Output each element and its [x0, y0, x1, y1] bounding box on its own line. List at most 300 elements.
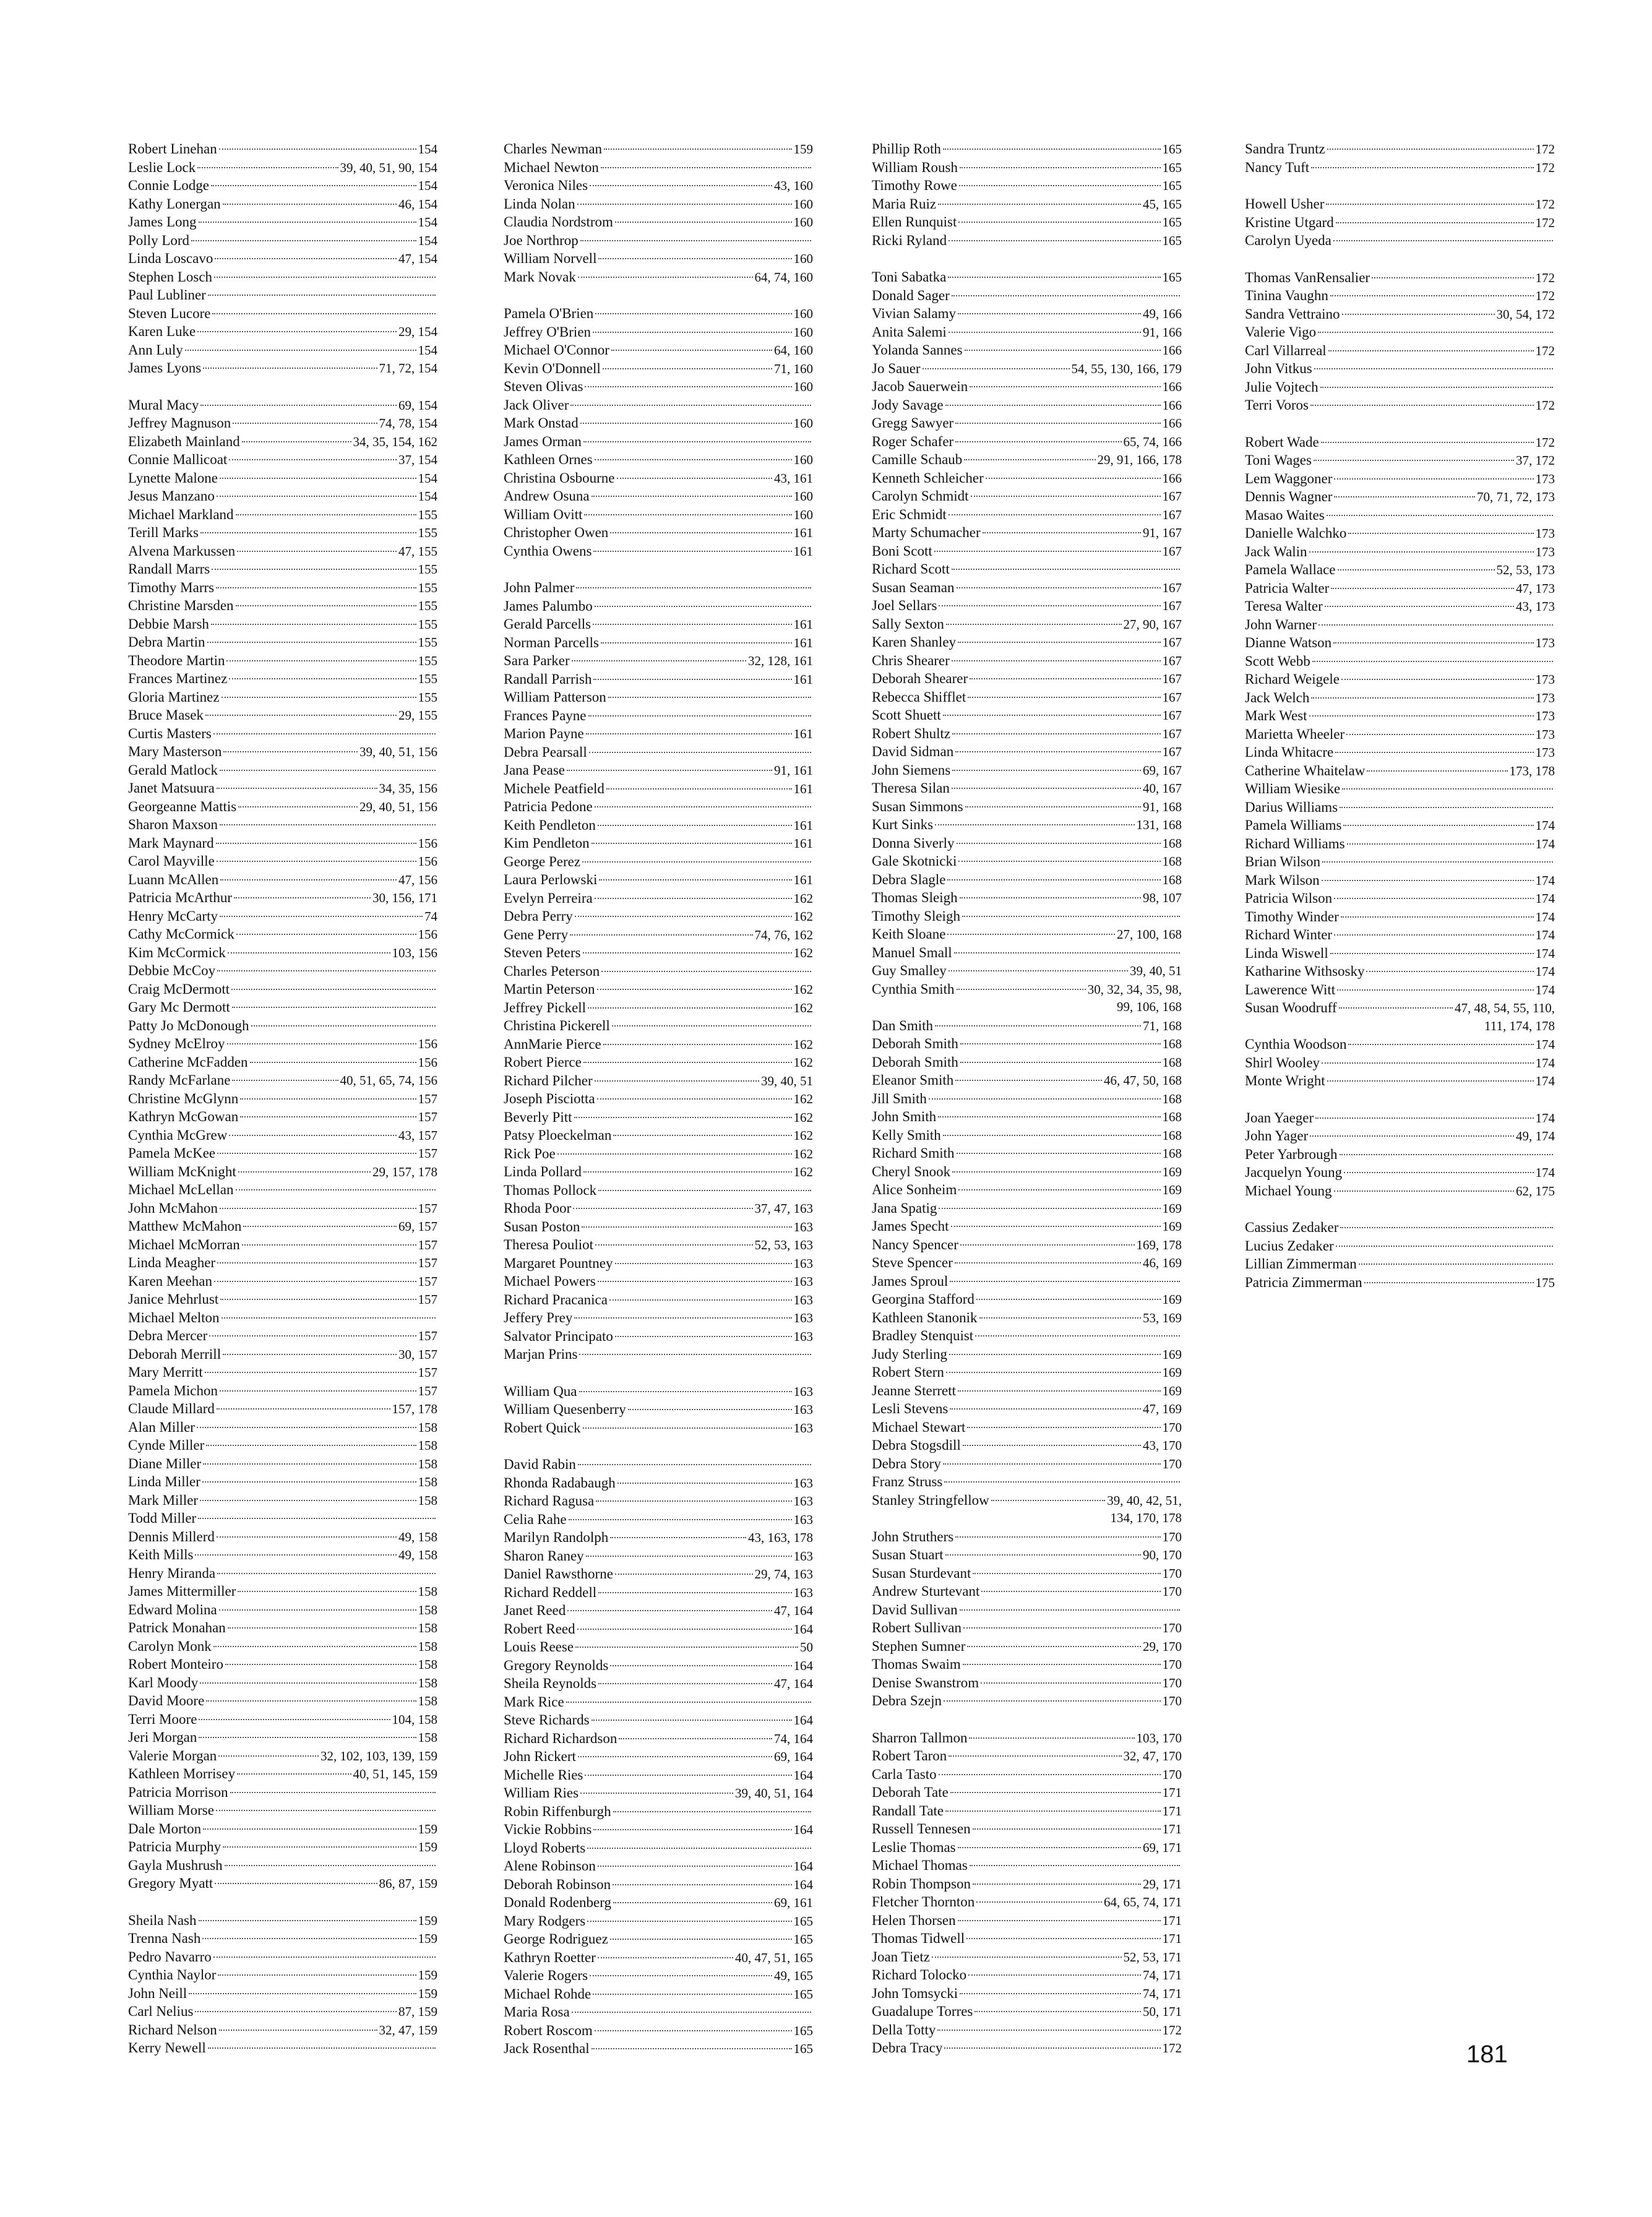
entry-pages: 173	[1535, 635, 1555, 650]
entry-name: Yolanda Sannes	[872, 342, 963, 358]
entry-name: Donna Siverly	[872, 835, 955, 851]
index-entry	[872, 688, 1182, 707]
entry-name: Terill Marks	[128, 525, 199, 540]
dot-leader	[601, 642, 792, 644]
index-entry	[128, 980, 437, 999]
index-entry	[504, 1948, 813, 1967]
entry-pages: 162	[793, 1000, 813, 1015]
index-entry	[872, 669, 1182, 688]
dot-leader	[613, 1884, 791, 1885]
entry-pages: 158	[418, 1621, 437, 1635]
dot-leader	[578, 1464, 811, 1465]
index-entry	[872, 1345, 1182, 1364]
entry-pages: 168	[1162, 872, 1182, 887]
dot-leader	[217, 970, 436, 971]
entry-name: Eleanor Smith	[872, 1072, 954, 1088]
entry-name: Patricia Walter	[1245, 580, 1330, 596]
entry-pages: 169	[1162, 1365, 1182, 1380]
entry-name: John McMahon	[128, 1200, 218, 1216]
entry-name: Daniel Rawsthorne	[504, 1566, 613, 1582]
entry-name: Fletcher Thornton	[872, 1894, 975, 1909]
entry-pages: 40, 167	[1143, 781, 1182, 796]
entry-pages: 174	[1535, 1055, 1555, 1070]
dot-leader	[583, 1427, 792, 1429]
dot-leader	[958, 1847, 1141, 1848]
entry-name: Guadalupe Torres	[872, 2004, 973, 2019]
dot-leader	[957, 587, 1161, 588]
entry-name: Georgina Stafford	[872, 1291, 974, 1307]
dot-leader	[950, 1281, 1180, 1282]
dot-leader	[968, 1974, 1141, 1976]
entry-name: Toni Sabatka	[872, 269, 947, 285]
entry-pages: 74, 76, 162	[754, 927, 813, 942]
dot-leader	[937, 2030, 1160, 2031]
index-entry	[872, 560, 1182, 579]
index-entry	[128, 669, 437, 688]
entry-name: Alice Sonheim	[872, 1182, 957, 1197]
entry-name: Cynthia Naylor	[128, 1967, 217, 1982]
index-entry	[128, 706, 437, 725]
entry-pages: 163	[793, 1219, 813, 1234]
entry-pages: 163	[793, 1402, 813, 1417]
dot-leader	[199, 1719, 390, 1720]
dot-leader	[240, 1116, 416, 1117]
entry-name: Susan Stuart	[872, 1547, 944, 1562]
dot-leader	[1312, 661, 1553, 662]
entry-pages: 49, 165	[774, 1968, 813, 1983]
entry-name: Terri Voros	[1245, 397, 1309, 413]
entry-name: Timothy Winder	[1245, 908, 1339, 924]
entry-pages: 167	[1162, 598, 1182, 613]
index-entry	[504, 1090, 813, 1108]
entry-name: Michael Young	[1245, 1182, 1332, 1199]
entry-pages: 169	[1162, 1292, 1182, 1307]
entry-name: Paul Lubliner	[128, 287, 206, 303]
entry-name: Susan Seaman	[872, 579, 955, 595]
index-entry	[128, 523, 437, 542]
entry-name: Karen Shanley	[872, 634, 957, 650]
dot-leader	[197, 1427, 416, 1428]
entry-pages: 157	[418, 1237, 437, 1252]
index-entry	[1245, 433, 1555, 452]
entry-pages: 163	[793, 1512, 813, 1527]
entry-pages: 164	[793, 1859, 813, 1874]
index-entry	[504, 999, 813, 1017]
entry-name: Alvena Markussen	[128, 543, 236, 559]
dot-leader	[970, 1865, 1180, 1866]
index-entry	[872, 414, 1182, 433]
dot-leader	[599, 879, 791, 880]
entry-name: Michael McMorran	[128, 1236, 240, 1252]
entry-name: Lynette Malone	[128, 470, 218, 486]
dot-leader	[976, 1299, 1161, 1300]
dot-leader	[595, 806, 811, 807]
entry-pages: 174	[1535, 1110, 1555, 1126]
index-entry	[504, 688, 813, 707]
dot-leader	[603, 1044, 792, 1045]
dot-leader	[586, 733, 792, 734]
entry-name: John Warner	[1245, 616, 1317, 632]
dot-leader	[947, 934, 1115, 935]
entry-pages: 29, 91, 166, 178	[1097, 452, 1182, 467]
index-entry	[128, 1309, 437, 1327]
entry-name: Cynthia Woodson	[1245, 1036, 1347, 1052]
index-entry	[872, 1564, 1182, 1583]
entry-name: Christina Pickerell	[504, 1018, 610, 1033]
entry-name: Christopher Owen	[504, 525, 609, 540]
dot-leader	[590, 1975, 772, 1976]
index-entry	[872, 1272, 1182, 1291]
dot-leader	[185, 350, 416, 351]
entry-name: Robert Reed	[504, 1621, 575, 1637]
entry-name: William Roush	[872, 159, 958, 175]
dot-leader	[228, 1627, 416, 1629]
entry-name: Georgeanne Mattis	[128, 798, 237, 814]
entry-pages: 154	[418, 489, 437, 504]
entry-pages: 158	[418, 1419, 437, 1435]
index-entry	[1245, 908, 1555, 926]
index-entry	[128, 852, 437, 871]
index-entry	[128, 1491, 437, 1510]
entry-name: Debbie Marsh	[128, 616, 209, 632]
dot-leader	[229, 678, 416, 679]
index-entry	[1245, 231, 1555, 250]
dot-leader	[963, 1445, 1141, 1446]
index-entry	[872, 1436, 1182, 1455]
entry-pages: 162	[793, 1146, 813, 1161]
entry-name: Steve Spencer	[872, 1255, 953, 1270]
entry-name: Cassius Zedaker	[1245, 1220, 1339, 1235]
dot-leader	[570, 934, 752, 936]
entry-name: Michael Powers	[504, 1273, 596, 1289]
index-entry	[872, 779, 1182, 798]
index-entry	[1245, 816, 1555, 835]
entry-pages: 164	[793, 1621, 813, 1637]
entry-pages: 46, 169	[1143, 1255, 1182, 1270]
entry-name: Chris Shearer	[872, 652, 950, 668]
dot-leader	[970, 386, 1160, 387]
entry-name: Craig McDermott	[128, 981, 230, 997]
entry-pages: 166	[1162, 397, 1182, 413]
index-entry	[128, 1948, 437, 1966]
entry-name: Jana Spatig	[872, 1200, 937, 1216]
index-entry	[504, 213, 813, 231]
dot-leader	[222, 697, 416, 698]
dot-leader	[592, 1720, 792, 1721]
dot-leader	[223, 751, 358, 752]
entry-name: Katharine Withsosky	[1245, 963, 1365, 979]
entry-name: Masao Waites	[1245, 507, 1325, 523]
entry-name: Kenneth Schleicher	[872, 470, 984, 486]
entry-name: Joan Yaeger	[1245, 1109, 1314, 1126]
entry-pages: 39, 40, 51	[1130, 963, 1182, 978]
entry-name: William Wiesike	[1245, 781, 1341, 796]
index-entry	[1245, 1273, 1555, 1292]
entry-name: Valerie Rogers	[504, 1968, 588, 1983]
entry-pages: 131, 168	[1136, 817, 1182, 832]
entry-name: Catherine McFadden	[128, 1054, 248, 1070]
dot-leader	[216, 1810, 436, 1811]
entry-pages: 172	[1535, 270, 1555, 285]
index-entry	[504, 323, 813, 342]
dot-leader	[1339, 1007, 1453, 1009]
entry-pages: 157	[418, 1255, 437, 1270]
dot-leader	[934, 551, 1161, 552]
entry-pages: 65, 74, 166	[1123, 434, 1182, 449]
index-entry	[1245, 926, 1555, 944]
dot-leader	[965, 350, 1161, 351]
entry-name: Randall Marrs	[128, 561, 210, 577]
entry-pages: 49, 158	[398, 1529, 437, 1544]
entry-pages: 161	[793, 781, 813, 796]
dot-leader	[973, 1883, 1141, 1885]
entry-name: James Specht	[872, 1218, 949, 1234]
dot-leader	[1341, 679, 1534, 680]
entry-pages: 174	[1535, 872, 1555, 888]
entry-pages: 69, 164	[774, 1749, 813, 1764]
dot-leader	[955, 441, 1121, 442]
dot-leader	[952, 788, 1141, 789]
entry-name: Vickie Robbins	[504, 1822, 592, 1837]
entry-name: Margaret Pountney	[504, 1255, 613, 1271]
index-letter-group	[1245, 269, 1555, 415]
dot-leader	[617, 1483, 792, 1484]
entry-name: Jack Oliver	[504, 397, 569, 413]
dot-leader	[935, 824, 1134, 825]
entry-pages: 50	[800, 1640, 813, 1655]
index-entry	[872, 2039, 1182, 2057]
entry-pages: 171	[1162, 1931, 1182, 1946]
index-entry	[872, 1163, 1182, 1181]
entry-name: Vivian Salamy	[872, 306, 956, 321]
entry-name: Patty Jo McDonough	[128, 1017, 249, 1033]
dot-leader	[1336, 1246, 1553, 1247]
entry-name: Helen Thorsen	[872, 1912, 956, 1928]
entry-pages: 173	[1535, 544, 1555, 559]
index-entry	[1245, 470, 1555, 488]
entry-name: Jack Welch	[1245, 689, 1310, 705]
entry-pages: 71, 168	[1143, 1018, 1182, 1033]
dot-leader	[1330, 295, 1534, 296]
entry-pages: 160	[793, 416, 813, 431]
index-entry	[128, 1674, 437, 1692]
dot-leader	[214, 1281, 416, 1282]
dot-leader	[952, 295, 1180, 296]
entry-name: Gregory Myatt	[128, 1875, 213, 1891]
dot-leader	[1372, 277, 1533, 278]
dot-leader	[1309, 551, 1534, 553]
entry-pages: 169	[1162, 1383, 1182, 1398]
index-entry	[1245, 561, 1555, 579]
dot-leader	[587, 1921, 791, 1922]
dot-leader	[191, 240, 416, 241]
entry-pages: 158	[418, 1730, 437, 1745]
entry-pages: 161	[793, 817, 813, 833]
entry-name: Todd Miller	[128, 1510, 197, 1526]
entry-pages: 71, 72, 154	[379, 361, 437, 376]
entry-pages: 159	[418, 1968, 437, 1982]
index-entry	[872, 1948, 1182, 1966]
entry-pages: 30, 54, 172	[1496, 306, 1555, 322]
entry-name: Michael Stewart	[872, 1419, 966, 1435]
dot-leader	[938, 1116, 1160, 1117]
index-entry	[128, 1236, 437, 1254]
index-entry	[504, 1620, 813, 1638]
entry-name: James Mittermiller	[128, 1583, 236, 1599]
entry-pages: 174	[1535, 1165, 1555, 1180]
entry-pages: 165	[793, 2023, 813, 2038]
entry-name: Kerry Newell	[128, 2040, 206, 2056]
dot-leader	[220, 1208, 416, 1209]
entry-pages: 160	[793, 251, 813, 266]
entry-pages: 165	[1162, 178, 1182, 193]
entry-name: Janet Reed	[504, 1603, 566, 1618]
entry-name: Diane Miller	[128, 1455, 202, 1471]
entry-name: Cynthia McGrew	[128, 1127, 228, 1143]
entry-pages: 155	[418, 507, 437, 522]
entry-name: Richard Pracanica	[504, 1291, 608, 1307]
index-entry	[1245, 853, 1555, 871]
index-entry	[504, 1035, 813, 1054]
entry-name: Karen Meehan	[128, 1273, 213, 1289]
dot-leader	[220, 879, 397, 880]
dot-leader	[557, 1153, 792, 1155]
index-entry	[1245, 616, 1555, 634]
entry-name: Evelyn Perreira	[504, 890, 593, 906]
entry-name: Richard Scott	[872, 561, 950, 577]
index-entry	[872, 706, 1182, 725]
index-entry	[872, 725, 1182, 743]
entry-pages: 159	[418, 1931, 437, 1946]
index-entry	[504, 1893, 813, 1912]
index-entry	[504, 1583, 813, 1602]
entry-name: Sharron Tallmon	[872, 1729, 968, 1746]
entry-pages: 29, 170	[1143, 1638, 1182, 1654]
index-entry	[504, 1547, 813, 1565]
index-entry	[1245, 1054, 1555, 1072]
index-entry	[504, 761, 813, 780]
index-entry	[128, 1655, 437, 1674]
entry-name: Steve Richards	[504, 1712, 590, 1728]
entry-pages: 156	[418, 835, 437, 851]
entry-pages: 39, 40, 51	[761, 1073, 813, 1088]
index-entry	[504, 579, 813, 597]
entry-pages: 161	[793, 543, 813, 559]
entry-name: Valerie Morgan	[128, 1747, 217, 1763]
entry-name: Frances Payne	[504, 707, 587, 723]
index-letter-group	[1245, 433, 1555, 1090]
index-entry	[128, 871, 437, 889]
index-entry	[128, 1144, 437, 1163]
entry-name: Linda Meagher	[128, 1255, 216, 1270]
dot-leader	[572, 660, 746, 661]
index-entry	[1245, 524, 1555, 543]
dot-leader	[1318, 332, 1553, 333]
index-entry	[872, 1528, 1182, 1546]
entry-pages: 172	[1535, 434, 1555, 450]
entry-pages: 164	[793, 1877, 813, 1892]
entry-name: Rhonda Radabaugh	[504, 1474, 616, 1491]
dot-leader	[596, 1500, 791, 1502]
index-entry	[128, 176, 437, 195]
index-letter-group	[128, 140, 437, 377]
index-entry	[504, 1693, 813, 1711]
index-letter-group	[872, 268, 1182, 1710]
dot-leader	[932, 1957, 1122, 1958]
dot-leader	[950, 1408, 1141, 1410]
entry-name: John Palmer	[504, 580, 575, 595]
entry-name: Richard Ragusa	[504, 1493, 595, 1509]
dot-leader	[955, 423, 1160, 424]
entry-pages: 170	[1162, 1419, 1182, 1435]
entry-pages: 32, 47, 159	[379, 2022, 437, 2038]
entry-pages: 163	[793, 1255, 813, 1271]
entry-pages: 98, 107	[1143, 890, 1182, 905]
entry-name: David Sullivan	[872, 1601, 958, 1617]
index-entry	[504, 2021, 813, 2040]
entry-name: Jacquelyn Young	[1245, 1164, 1343, 1180]
entry-name: Gayla Mushrush	[128, 1857, 223, 1873]
entry-pages: 64, 160	[774, 343, 813, 358]
dot-leader	[1322, 1062, 1533, 1064]
index-entry	[1245, 670, 1555, 689]
entry-name: Deborah Merrill	[128, 1346, 222, 1362]
dot-leader	[958, 1920, 1161, 1921]
entry-name: Robin Thompson	[872, 1875, 971, 1892]
entry-name: Sharon Raney	[504, 1548, 584, 1564]
dot-leader	[603, 368, 772, 369]
entry-pages: 157	[418, 1273, 437, 1289]
entry-pages: 169	[1162, 1219, 1182, 1234]
entry-pages: 43, 161	[774, 470, 813, 486]
entry-pages: 40, 47, 51, 165	[735, 1950, 813, 1965]
index-entry	[1245, 1145, 1555, 1164]
entry-name: Robin Riffenburgh	[504, 1803, 611, 1819]
index-letter-group	[504, 1455, 813, 2058]
entry-name: Linda Pollard	[504, 1164, 582, 1179]
entry-pages: 157, 178	[392, 1401, 437, 1416]
entry-pages: 173	[1535, 471, 1555, 486]
index-entry	[504, 1802, 813, 1821]
entry-pages: 155	[418, 598, 437, 613]
dot-leader	[1348, 1044, 1533, 1045]
entry-pages: 161	[793, 872, 813, 887]
entry-pages: 29, 157, 178	[372, 1164, 437, 1179]
index-entry	[872, 944, 1182, 962]
dot-leader	[957, 1153, 1161, 1154]
entry-name: Richard Smith	[872, 1145, 955, 1161]
entry-name: Lillian Zimmerman	[1245, 1256, 1357, 1272]
entry-name: Alan Miller	[128, 1419, 195, 1435]
entry-pages: 171	[1162, 1803, 1182, 1819]
dot-leader	[615, 1573, 753, 1575]
entry-name: Debra Perry	[504, 908, 573, 924]
entry-name: Alene Robinson	[504, 1858, 596, 1874]
entry-name: Susan Simmons	[872, 798, 963, 814]
entry-name: Steven Lucore	[128, 305, 211, 321]
dot-leader	[595, 1244, 753, 1246]
entry-pages: 161	[793, 617, 813, 632]
index-entry	[128, 1345, 437, 1364]
entry-name: Gerald Parcells	[504, 616, 592, 632]
index-entry	[872, 761, 1182, 780]
dot-leader	[935, 1025, 1141, 1027]
entry-name: Carolyn Monk	[128, 1638, 212, 1654]
index-entry	[872, 1692, 1182, 1710]
index-entry	[872, 633, 1182, 652]
index-entry	[128, 998, 437, 1017]
dot-leader	[610, 532, 791, 533]
